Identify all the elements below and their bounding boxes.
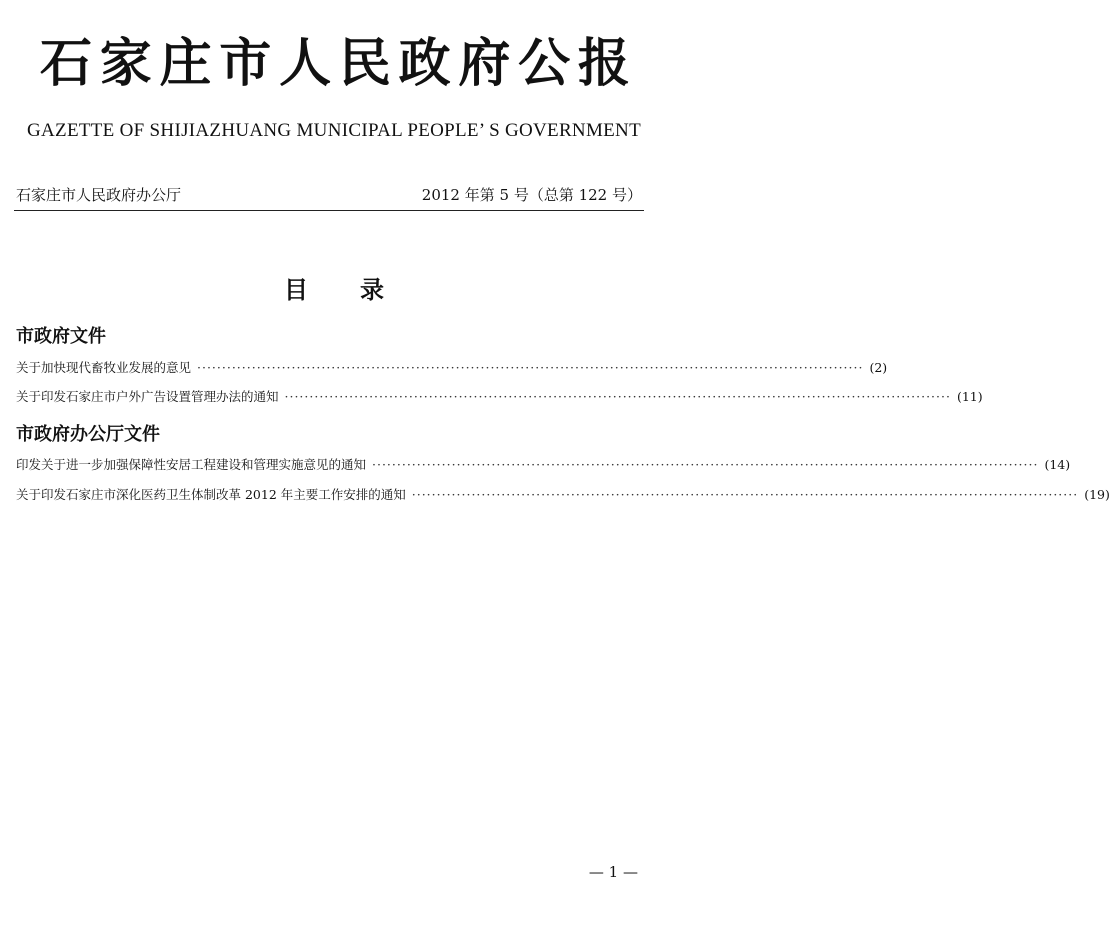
masthead-char: 市 — [219, 33, 272, 94]
page-number: — 1 — — [588, 863, 638, 881]
toc-entry-page: (2) — [869, 360, 888, 375]
toc-leader-dots: ······································································································································ — [411, 487, 1079, 502]
masthead-char: 公 — [518, 33, 571, 94]
masthead-subtitle: GAZETTE OF SHIJIAZHUANG MUNICIPAL PEOPLE’ S GOVERNMENT — [27, 120, 641, 141]
masthead-char: 庄 — [159, 33, 212, 94]
toc-entry-title: 印发关于进一步加强保障性安居工程建设和管理实施意见的通知 — [16, 457, 367, 472]
section-heading-municipal-government: 市政府文件 — [16, 326, 106, 347]
masthead-char: 人 — [279, 33, 332, 94]
publisher-name: 石家庄市人民政府办公厅 — [16, 186, 182, 204]
toc-title: 目录 — [284, 276, 436, 304]
toc-entry-page: (11) — [956, 389, 983, 404]
toc-entry-page: (14) — [1044, 457, 1071, 472]
toc-entry[interactable] — [16, 358, 888, 378]
toc-leader-dots: ······································································································································ — [284, 389, 951, 404]
section-heading-general-office: 市政府办公厅文件 — [16, 424, 160, 445]
issue-bar — [14, 180, 644, 211]
masthead-char: 报 — [577, 33, 630, 94]
masthead-title — [40, 33, 630, 94]
masthead-char: 民 — [338, 33, 391, 94]
masthead-char: 石 — [40, 33, 93, 94]
toc-leader-dots: ······································································································································ — [372, 457, 1039, 472]
toc-entry[interactable] — [16, 387, 983, 407]
masthead-char: 政 — [398, 33, 451, 94]
toc-entry-title: 关于印发石家庄市户外广告设置管理办法的通知 — [16, 389, 279, 404]
toc-entry[interactable] — [16, 485, 1110, 505]
toc-entry-title: 关于加快现代畜牧业发展的意见 — [16, 360, 192, 375]
issue-number: 2012 年第 5 号（总第 122 号） — [421, 186, 642, 204]
masthead-char: 府 — [458, 33, 511, 94]
toc-leader-dots: ······································································································································ — [197, 360, 864, 375]
toc-entry-title: 关于印发石家庄市深化医药卫生体制改革 2012 年主要工作安排的通知 — [16, 487, 406, 502]
masthead-char: 家 — [99, 33, 152, 94]
toc-entry-page: (19) — [1084, 487, 1110, 502]
toc-entry[interactable] — [16, 455, 1071, 475]
